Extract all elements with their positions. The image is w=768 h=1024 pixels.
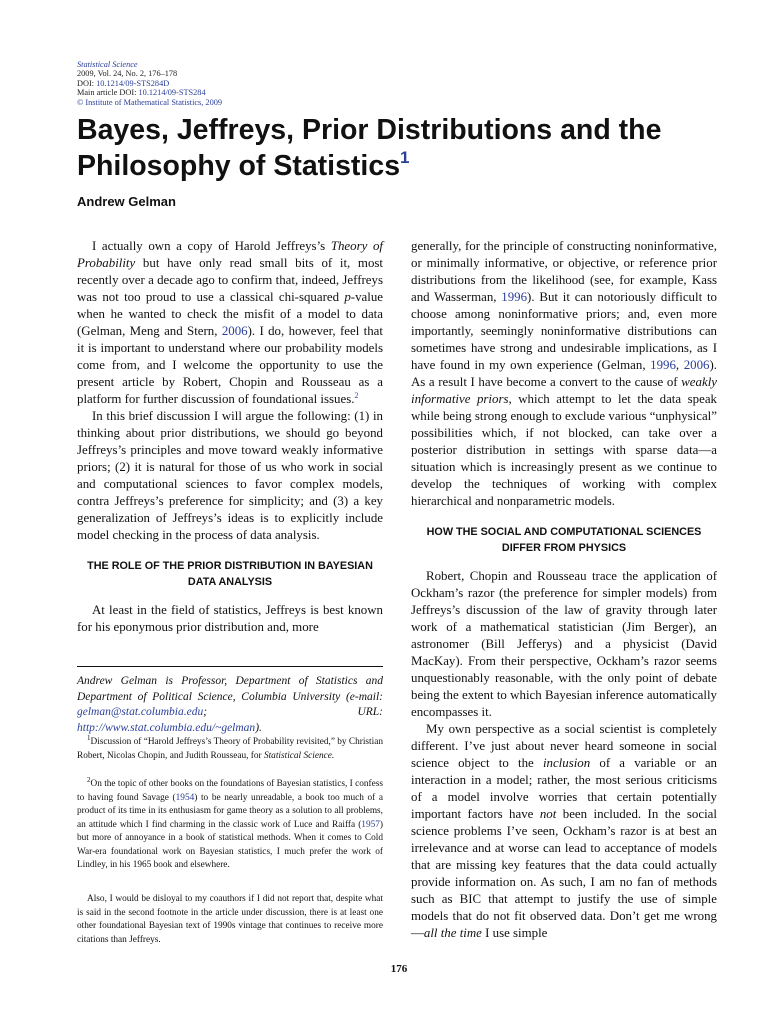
text-run: Andrew Gelman is Professor, Department of Statistics and Department of Political Science, Columbia University (e-mail: [77, 675, 383, 703]
homepage-link[interactable]: http://www.stat.columbia.edu/~gelman [77, 721, 256, 734]
left-column [77, 238, 383, 636]
book-title: Theory of Probability [77, 239, 383, 270]
citation-link[interactable]: 1954 [175, 792, 195, 803]
text-run: ). But it can notoriously difficult to choose among noninformative priors; and, even more importantly, seemingly noninformative distributions can sometimes have strong and undesirable implications, as I have found in my own experience (Gelman, [411, 290, 717, 372]
paragraph: In this brief discussion I will argue the following: (1) in thinking about prior distributions, we should go beyond Jeffreys’s principles and move toward weakly informative priors; (2) it is natural for those of us who work in social and computational sciences to favor complex models, contra Jeffreys’s preference for simplicity; and (3) a key generalization of Jeffreys’s ideas is to explicitly include model checking in the process of data analysis. [77, 409, 383, 542]
article-title [77, 112, 697, 184]
text-run: I use simple [481, 926, 548, 940]
footnote-text [77, 736, 383, 763]
footnote-number: 2 [87, 776, 91, 784]
doi-link[interactable]: 10.1214/09-STS284D [96, 78, 170, 88]
citation-link[interactable]: 1996 [650, 358, 676, 372]
section-heading: THE ROLE OF THE PRIOR DISTRIBUTION IN BAYESIAN DATA ANALYSIS [87, 560, 373, 588]
paragraph: Robert, Chopin and Rousseau trace the application of Ockham’s razor (the preference for simpler models) from Jeffreys’s discussion of the law of gravity through later work of a mathematical statistician (Jim Berger), an astronomer (Bill Jefferys) and a physicist (David MacKay). From their perspective, Ockham’s razor seems unquestionably reasonable, with the only point of debate being the extent to which Bayesian inference automatically encompasses it. [411, 569, 717, 719]
emphasis: all the time [423, 926, 482, 940]
citation-link[interactable]: 1996 [501, 290, 528, 304]
section-heading: HOW THE SOCIAL AND COMPUTATIONAL SCIENCES DIFFER FROM PHYSICS [426, 526, 702, 554]
text-run: of a variable or an interaction in a model; rather, the most serious criticisms of a model involve worries that certain potentially important factors have [411, 756, 717, 821]
citation-link[interactable]: 1957 [361, 819, 380, 830]
paragraph [77, 238, 383, 408]
text-run: ) to be nearly unreadable, a book too much of a product of its time in its enthusiasm for game theory as a solution to all problems, an attitude which I find charming in the classic work of Luce and Raiffa ( [77, 792, 383, 830]
text-run: -value when he wanted to check the misfit of a model to data (Gelman, Meng and Stern, [77, 290, 383, 338]
footnote-1 [77, 736, 383, 763]
text-run: ; URL: [203, 706, 383, 718]
text-run: ). As a result I have become a convert to the cause of [411, 358, 717, 389]
doi-label: DOI: [77, 78, 97, 88]
emphasis: not [539, 807, 557, 821]
title-text: Bayes, Jeffreys, Prior Distributions and the Philosophy of Statistics [77, 114, 662, 182]
footnote-text: Also, I would be disloyal to my coauthors if I did not report that, despite what is said in the second footnote in the article under discussion, there is at least one other foundational Bayesian text of 1990s vintage that continues to receive more citations than Jeffreys. [77, 894, 383, 945]
paragraph [411, 238, 717, 510]
copyright-line[interactable]: © Institute of Mathematical Statistics, 2009 [77, 97, 223, 107]
main-doi-link[interactable]: 10.1214/09-STS284 [138, 88, 206, 98]
journal-header [77, 60, 222, 107]
text-run: ). I do, however, feel that it is important to understand where our probability models come from, and I welcome the opportunity to use the present article by Robert, Chopin and Rousseau as a platform for further discussion of foundational issues. [77, 324, 383, 406]
text-run: My own perspective as a social scientist is completely different. I’ve just about never heard someone in social science object to the [411, 722, 717, 770]
paragraph [411, 721, 717, 942]
email-link[interactable]: gelman@stat.columbia.edu [77, 706, 204, 718]
footnote-2-continued [77, 893, 383, 947]
text-run: but have only read small bits of it, most recently over a decade ago to confirm that, indeed, Jeffreys was not too proud to use a classical chi-squared [77, 256, 383, 304]
footnote-divider [77, 666, 383, 667]
text-run: been included. In the social science problems I’ve seen, Ockham’s razor is at best an irrelevance and at worse can lead to acceptance of models that are missing key features that the data could actually provide information on. As such, I am no fan of methods such as BIC that attempt to justify the use of simple models that do not fit observed data. Don’t get me wrong— [411, 807, 717, 940]
title-footnote-marker[interactable]: 1 [400, 148, 410, 167]
citation-link[interactable]: 2006 [221, 324, 248, 338]
emphasis: inclusion [542, 756, 591, 770]
footnote-2 [77, 778, 383, 873]
text-run: ). [255, 721, 262, 734]
text-run: , which attempt to let the data speak while being strong enough to exclude various “unphysical” possibilities which, if not blocked, can take over a posterior distribution in settings with sparse data—a situation which is increasingly present as we continue to develop the techniques of working with complex hierarchical and nonparametric models. [411, 392, 717, 508]
text-run: I actually own a copy of Harold Jeffreys’s [92, 239, 331, 253]
text-run: Discussion of “Harold Jeffreys’s Theory of Probability revisited,” by Christian Robert, Nicolas Chopin, and Judith Rousseau, for [77, 737, 383, 761]
main-doi-label: Main article DOI: [77, 88, 139, 98]
author-affiliation [77, 674, 383, 736]
author-name: Andrew Gelman [77, 194, 176, 209]
page-number: 176 [390, 963, 408, 975]
footnote-text [77, 778, 383, 873]
math-p: p [344, 290, 351, 304]
text-run: On the topic of other books on the foundations of Bayesian statistics, I confess to having found Savage ( [77, 779, 383, 803]
footnote-marker[interactable]: 2 [354, 391, 359, 400]
journal-title: Statistical Science. [263, 750, 335, 761]
emphasis: weakly informative priors [411, 375, 717, 406]
text-run: ) but more of annoyance in a book of statistical methods. When it comes to Cold War-era foundational work on Bayesian statistics, I much prefer the work of Lindley, in his 1965 book and elsewhere. [77, 819, 383, 870]
text-run: generally, for the principle of constructing noninformative, or minimally informative, or objective, or reference prior distributions from the likelihood (see, for example, Kass and Wasserman, [411, 239, 717, 304]
citation-link[interactable]: 2006 [683, 358, 710, 372]
volume-line: 2009, Vol. 24, No. 2, 176–178 [77, 69, 178, 79]
footnote-number: 1 [87, 734, 91, 742]
paragraph: At least in the field of statistics, Jeffreys is best known for his eponymous prior distribution and, more [77, 603, 383, 634]
text-run: , [675, 358, 684, 372]
journal-name[interactable]: Statistical Science [77, 60, 138, 69]
right-column [411, 238, 717, 942]
